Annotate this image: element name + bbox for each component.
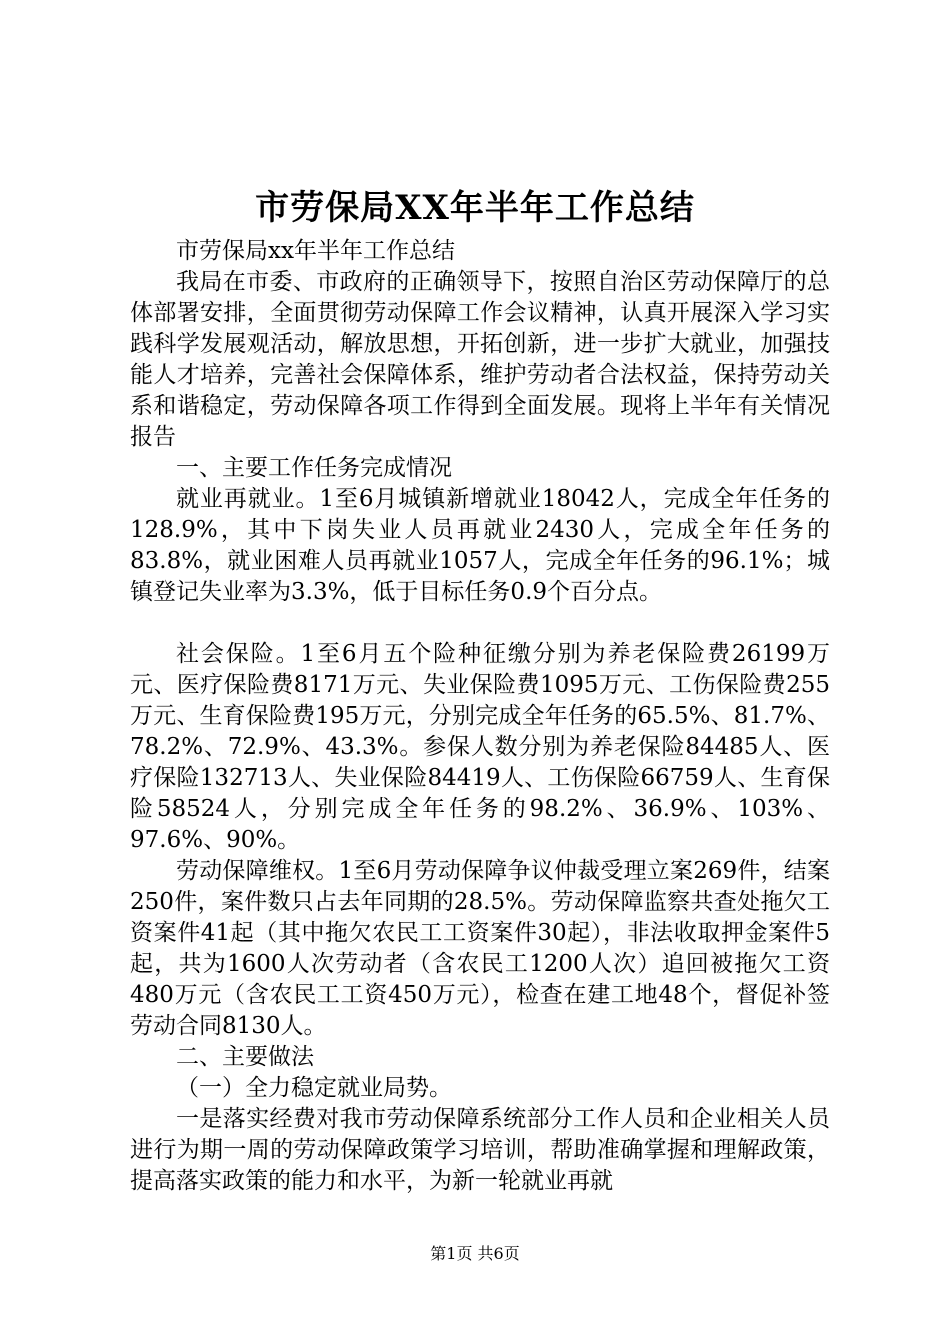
document-body	[130, 236, 830, 1197]
subtitle-paragraph: 市劳保局xx年半年工作总结	[176, 238, 455, 264]
section-heading-1: 一、主要工作任务完成情况	[176, 455, 452, 481]
social-insurance-paragraph: 社会保险。1至6月五个险种征缴分别为养老保险费26199万元、医疗保险费8171万元、失业保险费1095万元、工伤保险费255万元、生育保险费195万元，分别完成全年任务的65.5%、81.7%、78.2%、72.9%、43.3%。参保人数分别为养老保险84485人、医疗保险132713人、失业保险84419人、工伤保险66759人、生育保险58524人，分别完成全年任务的98.2%、36.9%、103%、97.6%、90%。	[130, 641, 830, 853]
page-footer: 第1页 共6页	[430, 1244, 520, 1263]
subsection-heading-1: （一）全力稳定就业局势。	[176, 1075, 452, 1101]
intro-paragraph: 我局在市委、市政府的正确领导下，按照自治区劳动保障厅的总体部署安排，全面贯彻劳动保障工作会议精神，认真开展深入学习实践科学发展观活动，解放思想，开拓创新，进一步扩大就业，加强技能人才培养，完善社会保障体系，维护劳动者合法权益，保持劳动关系和谐稳定，劳动保障各项工作得到全面发展。现将上半年有关情况报告	[130, 269, 830, 450]
rights-protection-paragraph: 劳动保障维权。1至6月劳动保障争议仲裁受理立案269件，结案250件，案件数只占去年同期的28.5%。劳动保障监察共查处拖欠工资案件41起（其中拖欠农民工工资案件30起），非法收取押金案件5起，共为1600人次劳动者（含农民工1200人次）追回被拖欠工资480万元（含农民工工资450万元），检查在建工地48个，督促补签劳动合同8130人。	[130, 858, 830, 1039]
section-heading-2: 二、主要做法	[176, 1044, 314, 1070]
measure-paragraph: 一是落实经费对我市劳动保障系统部分工作人员和企业相关人员进行为期一周的劳动保障政策学习培训，帮助准确掌握和理解政策，提高落实政策的能力和水平，为新一轮就业再就	[130, 1106, 830, 1194]
document-title: 市劳保局XX年半年工作总结	[255, 188, 695, 228]
employment-paragraph: 就业再就业。1至6月城镇新增就业18042人，完成全年任务的128.9%，其中下岗失业人员再就业2430人，完成全年任务的83.8%，就业困难人员再就业1057人，完成全年任务的96.1%；城镇登记失业率为3.3%，低于目标任务0.9个百分点。	[130, 486, 830, 605]
